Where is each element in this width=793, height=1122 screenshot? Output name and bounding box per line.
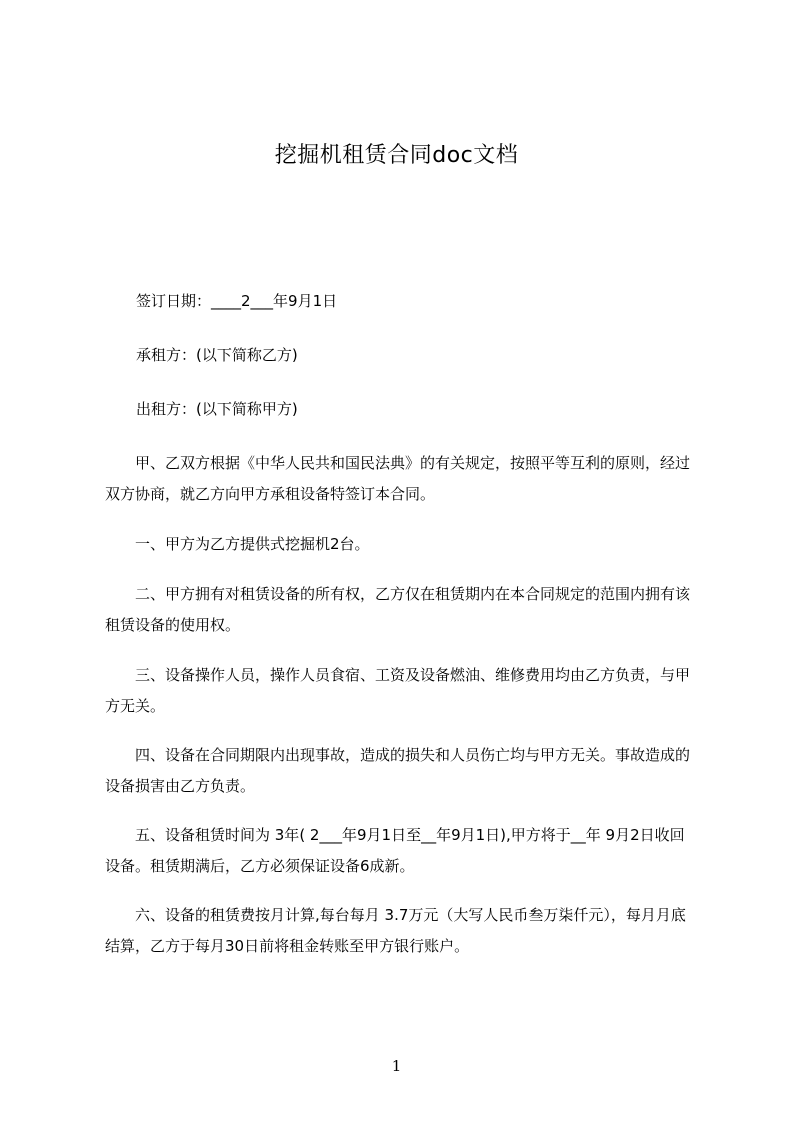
clause-1-paragraph: 一、甲方为乙方提供式挖掘机2台。 bbox=[135, 535, 370, 553]
page-number: 1 bbox=[391, 1057, 402, 1075]
clause-4-paragraph: 四、设备在合同期限内出现事故，造成的损失和人员伤亡均与甲方无关。事故造成的设备损害由乙方负责。 bbox=[105, 746, 691, 795]
clause-5-paragraph: 五、设备租赁时间为 3年( 2___年9月1日至__年9月1日),甲方将于__年 9月2日收回设备。租赁期满后，乙方必须保证设备6成新。 bbox=[105, 826, 685, 875]
clause-6-paragraph: 六、设备的租赁费按月计算,每台每月 3.7万元（大写人民币叁万柒仟元），每月月底结算，乙方于每月30日前将租金转账至甲方银行账户。 bbox=[105, 906, 686, 955]
lessor-line: 出租方：(以下简称甲方) bbox=[136, 400, 298, 418]
clause-2-paragraph: 二、甲方拥有对租赁设备的所有权，乙方仅在租赁期内在本合同规定的范围内拥有该租赁设备的使用权。 bbox=[105, 585, 691, 634]
lessee-line: 承租方：(以下简称乙方) bbox=[136, 346, 298, 364]
preamble-paragraph: 甲、乙双方根据《中华人民共和国民法典》的有关规定，按照平等互利的原则，经过双方协商，就乙方向甲方承租设备特签订本合同。 bbox=[105, 454, 691, 503]
sign-date: 签订日期：____2___年9月1日 bbox=[136, 292, 338, 310]
clause-3-paragraph: 三、设备操作人员，操作人员食宿、工资及设备燃油、维修费用均由乙方负责，与甲方无关。 bbox=[105, 666, 691, 715]
document-title: 挖掘机租赁合同doc文档 bbox=[274, 143, 519, 168]
